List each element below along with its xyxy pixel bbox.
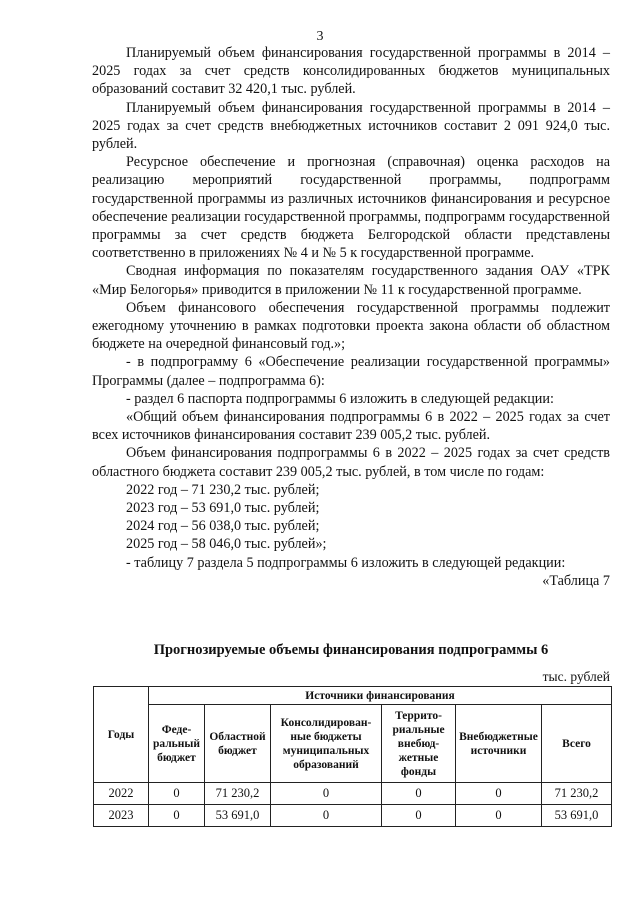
header-territorial-funds: Террито-риальные внебюд-жетные фонды — [382, 705, 456, 783]
document-body — [92, 44, 610, 590]
table-units: тыс. рублей — [542, 669, 610, 684]
header-municipal-budgets: Консолидирован-ные бюджеты муниципальных образований — [271, 705, 382, 783]
paragraph-state-assignment: Сводная информация по показателям государственного задания ОАУ «ТРК «Мир Белогорья» приводится в приложении № 11 к государственной программе. — [92, 263, 610, 298]
paragraph-total-funding: «Общий объем финансирования подпрограммы 6 в 2022 – 2025 годах за счет всех источников финансирования составит 239 005,2 тыс. рублей. — [92, 409, 610, 444]
paragraph-resource-support: Ресурсное обеспечение и прогнозная (справочная) оценка расходов на реализацию мероприятий государственной программы, подпрограмм государственной программы из различных источников финансирования и ресурсное обеспечение реализации государственной программы, подпрограмм государственной программы за счет средств бюджета Белгородской области представлены соответственно в приложениях № 4 и № 5 к государственной программе. — [92, 154, 610, 262]
year-line-2024: 2024 год – 56 038,0 тыс. рублей; — [126, 518, 320, 535]
header-federal-budget: Феде-ральный бюджет — [149, 705, 205, 783]
header-total: Всего — [542, 705, 612, 783]
financing-table — [93, 686, 612, 827]
cell-territorial: 0 — [382, 783, 456, 805]
paragraph-regional-budget: Объем финансирования подпрограммы 6 в 2022 – 2025 годах за счет средств областного бюджета составит 239 005,2 тыс. рублей, в том числе по годам: — [92, 445, 610, 480]
cell-territorial: 0 — [382, 805, 456, 827]
page-number: 3 — [316, 29, 324, 44]
year-line-2025: 2025 год – 58 046,0 тыс. рублей»; — [126, 536, 327, 553]
paragraph-extrabudgetary-funding: Планируемый объем финансирования государственной программы в 2014 – 2025 годах за счет средств внебюджетных источников составит 2 091 924,0 тыс. рублей. — [92, 99, 610, 153]
header-regional-budget: Областной бюджет — [205, 705, 271, 783]
year-line-2022: 2022 год – 71 230,2 тыс. рублей; — [126, 481, 320, 498]
header-funding-sources: Источники финансирования — [149, 687, 612, 705]
header-extrabudgetary: Внебюджетные источники — [456, 705, 542, 783]
cell-year: 2023 — [94, 805, 149, 827]
table-row — [94, 783, 612, 805]
cell-extrabudgetary: 0 — [456, 783, 542, 805]
table-reference: «Таблица 7 — [542, 572, 610, 589]
cell-municipal: 0 — [271, 805, 382, 827]
cell-regional: 71 230,2 — [205, 783, 271, 805]
cell-municipal: 0 — [271, 783, 382, 805]
paragraph-section-6-instruction: - раздел 6 паспорта подпрограммы 6 изложить в следующей редакции: — [126, 390, 554, 407]
table-7-instruction: - таблицу 7 раздела 5 подпрограммы 6 изложить в следующей редакции: — [126, 554, 566, 571]
cell-federal: 0 — [149, 783, 205, 805]
cell-total: 71 230,2 — [542, 783, 612, 805]
cell-regional: 53 691,0 — [205, 805, 271, 827]
cell-extrabudgetary: 0 — [456, 805, 542, 827]
paragraph-annual-update: Объем финансового обеспечения государственной программы подлежит ежегодному уточнению в рамках подготовки проекта закона области об областном бюджете на очередной финансовый год.»; — [92, 299, 610, 353]
cell-year: 2022 — [94, 783, 149, 805]
table-title: Прогнозируемые объемы финансирования подпрограммы 6 — [153, 642, 549, 658]
table-row — [94, 805, 612, 827]
header-years: Годы — [94, 687, 149, 783]
cell-total: 53 691,0 — [542, 805, 612, 827]
cell-federal: 0 — [149, 805, 205, 827]
paragraph-subprogram-6: - в подпрограмму 6 «Обеспечение реализации государственной программы» Программы (далее – подпрограмма 6): — [92, 354, 610, 389]
year-line-2023: 2023 год – 53 691,0 тыс. рублей; — [126, 500, 320, 517]
paragraph-municipal-funding: Планируемый объем финансирования государственной программы в 2014 – 2025 годах за счет средств консолидированных бюджетов муниципальных образований составит 32 420,1 тыс. рублей. — [92, 45, 610, 98]
